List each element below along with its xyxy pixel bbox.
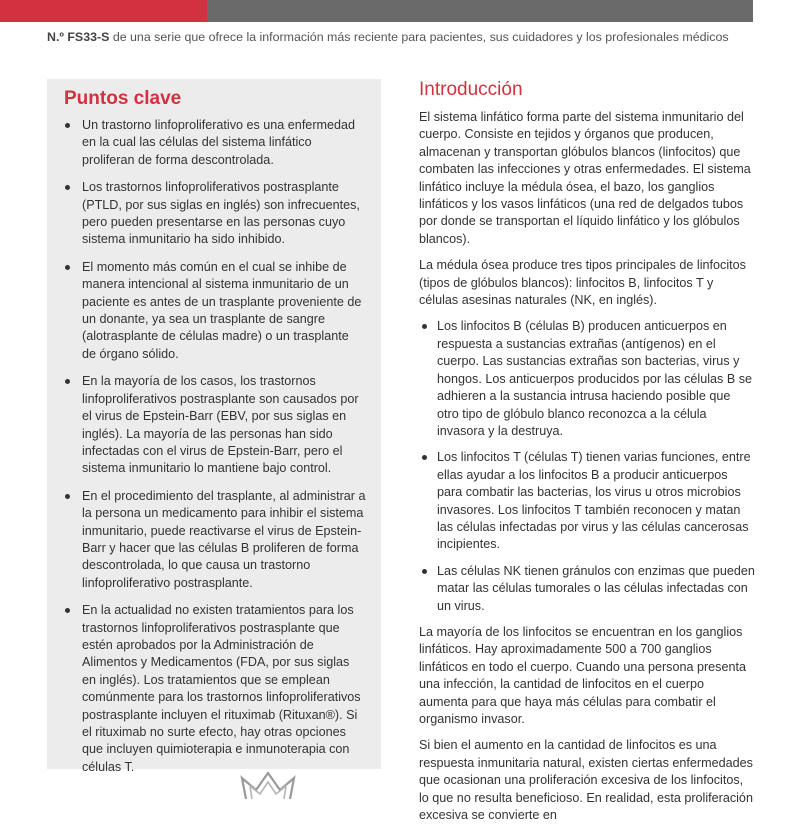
- key-point-item: Un trastorno linfoproliferativo es una enfermedad en la cual las células del sistema linfático proliferan de forma descontrolada.: [64, 117, 366, 169]
- key-points-list: [64, 117, 366, 786]
- intro-paragraph: El sistema linfático forma parte del sistema inmunitario del cuerpo. Consiste en tejidos y órganos que producen, almacenan y transportan glóbulos blancos (linfocitos) que combaten las infecciones y otras enfermedades. El sistema linfático incluye la médula ósea, el bazo, los ganglios linfáticos y los vasos linfáticos (una red de delgados tubos por donde se transportan el líquido linfático y los glóbulos blancos).: [419, 110, 751, 246]
- header-band-red: [0, 0, 207, 22]
- intro-paragraph: La mayoría de los linfocitos se encuentran en los ganglios linfáticos. Hay aproximadamente 500 a 700 ganglios linfáticos en todo el cuerpo. Cuando una persona presenta una infección, la cantidad de linfocitos en el cuerpo aumenta para que haya más células para combatir el organismo invasor.: [419, 624, 746, 726]
- crown-logo-icon: [240, 772, 296, 800]
- lymphocyte-type-item: Los linfocitos B (células B) producen anticuerpos en respuesta a sustancias extrañas (antígenos) en el cuerpo. Las sustancias extrañas son bacterias, virus y hongos. Los anticuerpos producidos por las células B se adhieren a la sustancia intrusa haciendo posible que otro tipo de glóbulo blanco reconozca a la célula invasora y la destruya.: [419, 318, 755, 440]
- introduction-title: Introducción: [419, 79, 523, 100]
- key-point-item: En el procedimiento del trasplante, al administrar a la persona un medicamento para inhibir el sistema inmunitario, puede reactivarse el virus de Epstein-Barr y hacer que las células B proliferen de forma descontrolada, lo que causa un trastorno linfoproliferativo postrasplante.: [64, 488, 366, 592]
- lymphocyte-type-item: Las células NK tienen gránulos con enzimas que pueden matar las células tumorales o las células infectadas con un virus.: [419, 563, 755, 615]
- lymphocyte-type-item: Los linfocitos T (células T) tienen varias funciones, entre ellas ayudar a los linfocitos B a producir anticuerpos para combatir las bacterias, los virus u otros microbios invasores. Los linfocitos T también reconocen y matan las células infectadas por virus y las células cancerosas incipientes.: [419, 449, 755, 553]
- key-points-title: Puntos clave: [64, 88, 182, 109]
- series-description: de una serie que ofrece la información más reciente para pacientes, sus cuidadores y los profesionales médicos: [109, 30, 729, 44]
- key-point-item: En la actualidad no existen tratamientos para los trastornos linfoproliferativos postrasplante que estén aprobados por la Administración de Alimentos y Medicamentos (FDA, por sus siglas en inglés). Los tratamientos que se emplean comúnmente para los trastornos linfoproliferativos postrasplante incluyen el rituximab (Rituxan®). Si el rituximab no surte efecto, hay otras opciones que incluyen quimioterapia e inmunoterapia con células T.: [64, 602, 366, 776]
- key-point-item: El momento más común en el cual se inhibe de manera intencional al sistema inmunitario de un paciente es antes de un trasplante proveniente de un donante, ya sea un trasplante de sangre (alotrasplante de células madre) o un trasplante de órgano sólido.: [64, 259, 366, 363]
- header-band-gray: [207, 0, 753, 22]
- series-code: N.º FS33-S: [47, 30, 110, 44]
- introduction-section: [419, 79, 755, 833]
- lymphocyte-types-list: [419, 318, 755, 615]
- series-line: [47, 30, 762, 44]
- key-point-item: En la mayoría de los casos, los trastornos linfoproliferativos postrasplante son causados por el virus de Epstein-Barr (EBV, por sus siglas en inglés). La mayoría de las personas han sido infectadas con el virus de Epstein-Barr, pero el sistema inmunitario lo mantiene bajo control.: [64, 373, 366, 477]
- intro-paragraph: La médula ósea produce tres tipos principales de linfocitos (tipos de glóbulos blancos): linfocitos B, linfocitos T y células asesinas naturales (NK, en inglés).: [419, 258, 746, 308]
- key-point-item: Los trastornos linfoproliferativos postrasplante (PTLD, por sus siglas en inglés) son infrecuentes, pero pueden presentarse en las personas cuyo sistema inmunitario ha sido inhibido.: [64, 179, 366, 249]
- intro-paragraph: Si bien el aumento en la cantidad de linfocitos es una respuesta inmunitaria natural, existen ciertas enfermedades que ocasionan una proliferación excesiva de los linfocitos, lo que no resulta beneficioso. En realidad, esta proliferación excesiva se convierte en: [419, 738, 753, 823]
